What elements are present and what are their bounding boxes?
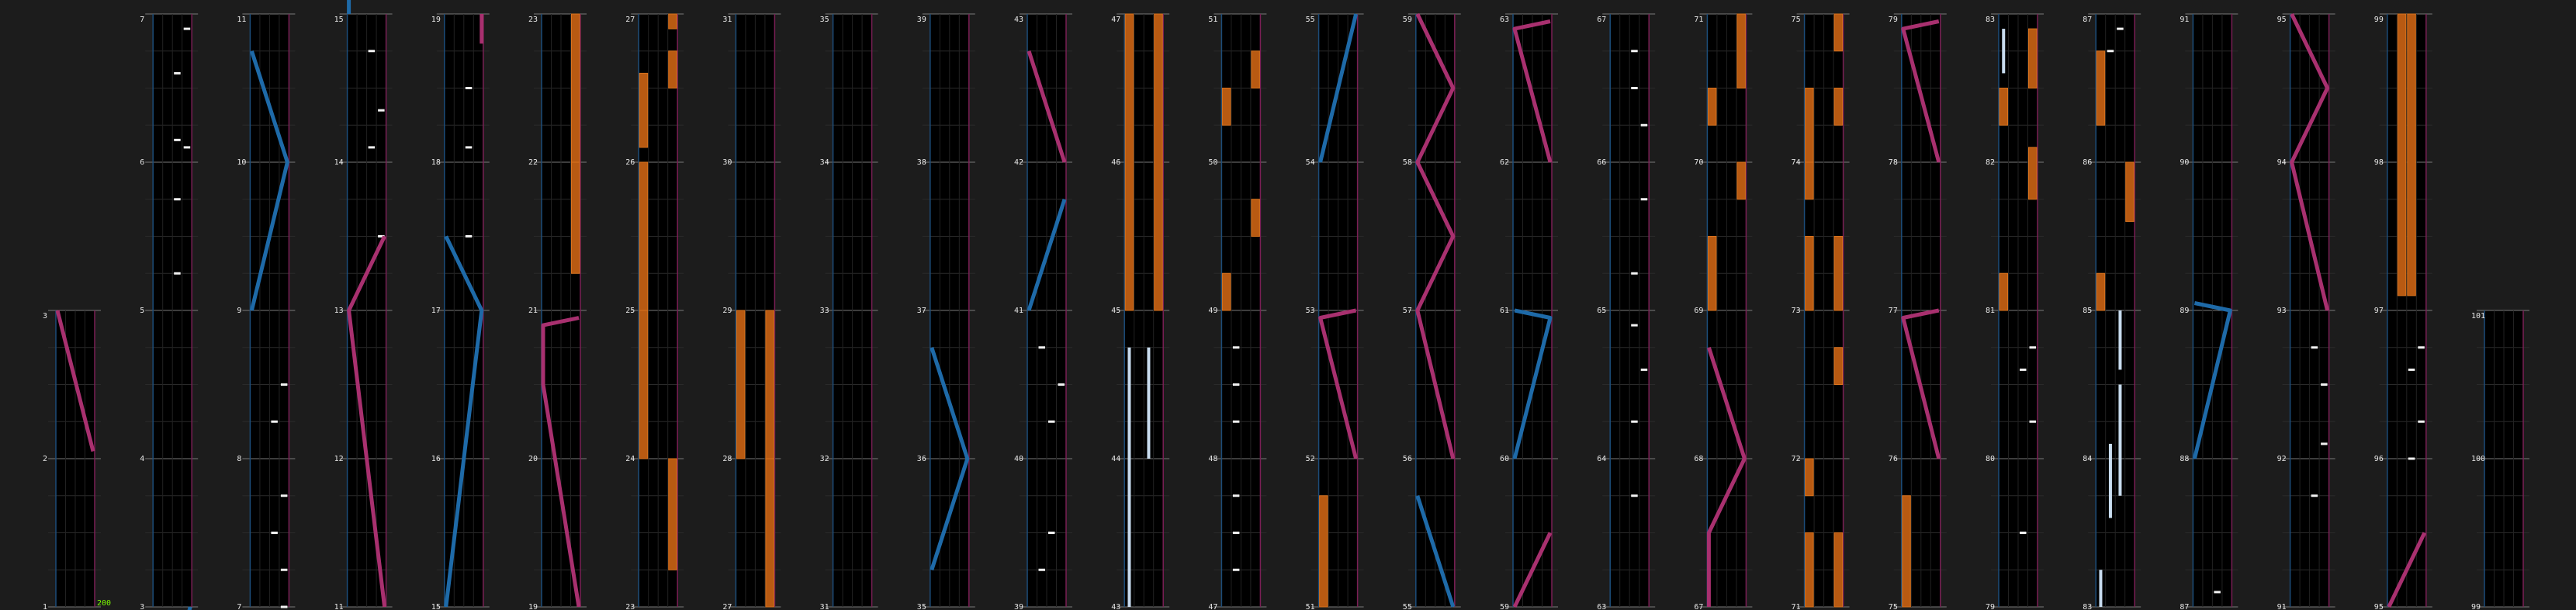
hold-note [669, 51, 677, 88]
hold-note [639, 73, 648, 147]
chip-note [281, 383, 288, 386]
measure-number: 52 [1305, 455, 1315, 463]
hold-note [2398, 14, 2406, 296]
measure-number: 87 [2180, 603, 2190, 610]
measure-number: 19 [528, 603, 538, 610]
chip-note [174, 72, 181, 75]
measure-number: 39 [1014, 603, 1024, 610]
measure-number: 50 [1208, 158, 1218, 167]
chip-note [1233, 421, 1240, 423]
hold-note [1737, 162, 1746, 199]
chip-note [1233, 569, 1240, 571]
measure-number: 17 [431, 307, 441, 315]
measure-number: 22 [528, 158, 538, 167]
measure-number: 45 [1111, 307, 1121, 315]
hold-note [1834, 348, 1843, 385]
measure-number: 62 [1500, 158, 1510, 167]
chip-note [2311, 346, 2318, 348]
chip-note [1631, 50, 1638, 52]
fx-long-note [2118, 310, 2121, 369]
measure-number: 35 [819, 16, 829, 24]
measure-number: 59 [1402, 16, 1412, 24]
measure-number: 46 [1111, 158, 1121, 167]
chip-note [378, 109, 385, 112]
measure-number: 51 [1208, 16, 1218, 24]
hold-note [2408, 14, 2416, 296]
fx-long-note [2118, 385, 2121, 496]
chip-note [1631, 494, 1638, 497]
chip-note [174, 139, 181, 141]
chip-note [174, 198, 181, 200]
hold-note [2096, 273, 2105, 310]
hold-note [639, 310, 648, 459]
chip-note [271, 421, 278, 423]
measure-number: 76 [1888, 455, 1898, 463]
measure-number: 90 [2180, 158, 2190, 167]
hold-note [766, 310, 774, 459]
measure-number: 47 [1208, 603, 1218, 610]
chip-note [2020, 532, 2027, 534]
fx-long-note [1127, 348, 1130, 607]
hold-note [736, 310, 745, 459]
chip-note [466, 146, 473, 148]
measure-number: 83 [1986, 16, 1996, 24]
chip-note [281, 494, 288, 497]
chip-note [1048, 532, 1055, 534]
measure-number: 40 [1014, 455, 1024, 463]
chip-note [2321, 442, 2328, 445]
hold-note [1806, 88, 1814, 163]
measure-number: 23 [625, 603, 635, 610]
measure-number: 68 [1694, 455, 1704, 463]
measure-number: 77 [1888, 307, 1898, 315]
chip-note [281, 606, 288, 608]
measure-number: 47 [1111, 16, 1121, 24]
chip-note [369, 50, 376, 52]
measure-number: 55 [1305, 16, 1315, 24]
measure-number: 88 [2180, 455, 2190, 463]
measure-number: 95 [2277, 16, 2287, 24]
chip-note [1039, 569, 1046, 571]
chip-note [271, 532, 278, 534]
measure-number: 85 [2083, 307, 2093, 315]
chip-note [1233, 346, 1240, 348]
bpm-label: 200 [97, 599, 112, 608]
chip-note [1233, 383, 1240, 386]
chip-note [1048, 421, 1055, 423]
measure-number: 7 [140, 16, 145, 24]
measure-number: 4 [140, 455, 145, 463]
measure-number: 29 [722, 307, 732, 315]
hold-note [1903, 496, 1911, 607]
measure-number: 75 [1888, 603, 1898, 610]
measure-number: 41 [1014, 307, 1024, 315]
measure-number: 56 [1402, 455, 1412, 463]
measure-number: 69 [1694, 307, 1704, 315]
measure-number: 54 [1305, 158, 1315, 167]
measure-number: 59 [1500, 603, 1510, 610]
measure-number: 10 [237, 158, 247, 167]
measure-number: 34 [819, 158, 829, 167]
hold-note [669, 14, 677, 29]
chip-note [2107, 50, 2114, 52]
chip-note [2418, 421, 2425, 423]
measure-number: 89 [2180, 307, 2190, 315]
measure-number: 20 [528, 455, 538, 463]
measure-number: 3 [140, 603, 145, 610]
measure-number: 51 [1305, 603, 1315, 610]
chip-note [2321, 383, 2328, 386]
chip-note [1233, 532, 1240, 534]
measure-number: 15 [431, 603, 441, 610]
grid-layer [48, 14, 2529, 607]
measure-number: 98 [2373, 158, 2384, 167]
measure-number: 79 [1888, 16, 1898, 24]
measure-number: 13 [334, 307, 344, 315]
measure-number: 26 [625, 158, 635, 167]
fx-long-note [1147, 348, 1150, 459]
measure-number: 21 [528, 307, 538, 315]
measure-number: 79 [1986, 603, 1996, 610]
hold-note [639, 162, 648, 310]
measure-number: 33 [819, 307, 829, 315]
measure-number: 72 [1791, 455, 1801, 463]
measure-number: 80 [1986, 455, 1996, 463]
chip-note [2030, 346, 2037, 348]
measure-number: 48 [1208, 455, 1218, 463]
chip-note [1058, 383, 1065, 386]
chip-note [369, 146, 376, 148]
measure-number: 57 [1402, 307, 1412, 315]
hold-note [2096, 51, 2105, 126]
hold-note [1834, 533, 1843, 608]
measure-number: 71 [1694, 16, 1704, 24]
chip-note [2408, 458, 2415, 460]
chip-note [1631, 421, 1638, 423]
measure-number: 44 [1111, 455, 1121, 463]
hold-note [1222, 88, 1231, 126]
measure-number: 5 [140, 307, 145, 315]
measure-number: 94 [2277, 158, 2287, 167]
measure-number: 82 [1986, 158, 1996, 167]
measure-number: 25 [625, 307, 635, 315]
measure-number: 64 [1597, 455, 1607, 463]
hold-note [1222, 273, 1231, 310]
measure-number: 37 [916, 307, 926, 315]
measure-number: 3 [43, 312, 48, 321]
measure-number: 23 [528, 16, 538, 24]
measure-number: 60 [1500, 455, 1510, 463]
measure-number: 11 [237, 16, 247, 24]
measure-number: 71 [1791, 603, 1801, 610]
measure-number: 16 [431, 455, 441, 463]
hold-note [1806, 533, 1814, 608]
chip-note [1631, 87, 1638, 89]
measure-number: 99 [2471, 603, 2481, 610]
chip-note [2020, 369, 2027, 371]
measure-number: 35 [916, 603, 926, 610]
measure-number: 97 [2373, 307, 2384, 315]
measure-number: 30 [722, 158, 732, 167]
hold-note [1252, 199, 1260, 237]
measure-number: 11 [334, 603, 344, 610]
measure-number: 66 [1597, 158, 1607, 167]
hold-note [1155, 14, 1163, 310]
measure-number: 14 [334, 158, 344, 167]
measure-number: 78 [1888, 158, 1898, 167]
measure-number: 92 [2277, 455, 2287, 463]
hold-note [669, 459, 677, 570]
hold-note [1806, 237, 1814, 311]
measure-number: 15 [334, 16, 344, 24]
measure-number: 7 [237, 603, 242, 610]
measure-number: 65 [1597, 307, 1607, 315]
measure-number: 2 [43, 455, 48, 463]
measure-number: 63 [1500, 16, 1510, 24]
fx-long-note [2002, 29, 2005, 73]
measure-number: 27 [625, 16, 635, 24]
measure-number: 74 [1791, 158, 1801, 167]
measure-number: 1 [43, 603, 48, 610]
measure-number: 12 [334, 455, 344, 463]
hold-note [2000, 273, 2008, 310]
chip-note [466, 87, 473, 89]
hold-note [1125, 14, 1134, 310]
measure-number: 100 [2471, 455, 2486, 463]
hold-note [766, 459, 774, 607]
measure-number: 31 [819, 603, 829, 610]
chip-note [281, 569, 288, 571]
chip-note [1233, 494, 1240, 497]
measure-number: 27 [722, 603, 732, 610]
hold-note [572, 162, 580, 273]
measure-number: 95 [2373, 603, 2384, 610]
measure-number: 81 [1986, 307, 1996, 315]
measure-number: 24 [625, 455, 635, 463]
hold-note [2029, 147, 2038, 199]
measure-number: 63 [1597, 603, 1607, 610]
measure-number: 43 [1111, 603, 1121, 610]
chip-note [466, 235, 473, 237]
measure-number: 49 [1208, 307, 1218, 315]
measure-number: 67 [1694, 603, 1704, 610]
hold-note [1834, 88, 1843, 126]
measure-number: 9 [237, 307, 242, 315]
measure-number: 70 [1694, 158, 1704, 167]
hold-note [1708, 237, 1716, 311]
chip-note [1039, 346, 1046, 348]
measure-number: 87 [2083, 16, 2093, 24]
chip-note [1631, 324, 1638, 327]
chip-note [2214, 591, 2221, 593]
measure-number: 18 [431, 158, 441, 167]
hold-note [1806, 459, 1814, 496]
fx-long-note [2099, 570, 2102, 607]
measure-number: 67 [1597, 16, 1607, 24]
measure-number: 101 [2471, 312, 2486, 321]
chip-note [184, 146, 191, 148]
hold-note [1806, 162, 1814, 199]
chip-note [2117, 28, 2124, 30]
chip-note [1631, 272, 1638, 275]
hold-note [2029, 29, 2038, 88]
hold-note [1320, 496, 1328, 607]
measure-number: 19 [431, 16, 441, 24]
measure-number: 99 [2373, 16, 2384, 24]
measure-number: 43 [1014, 16, 1024, 24]
measure-number: 55 [1402, 603, 1412, 610]
measure-number: 91 [2180, 16, 2190, 24]
hold-note [2126, 162, 2135, 221]
laser-left [154, 607, 190, 610]
measure-number: 8 [237, 455, 242, 463]
measure-number: 6 [140, 158, 145, 167]
measure-number: 96 [2373, 455, 2384, 463]
chip-note [1641, 198, 1648, 200]
measure-number: 93 [2277, 307, 2287, 315]
measure-number: 84 [2083, 455, 2093, 463]
hold-note [1708, 88, 1716, 126]
measure-number: 31 [722, 16, 732, 24]
chip-note [2418, 346, 2425, 348]
hold-note [1834, 14, 1843, 51]
hold-note [1834, 237, 1843, 311]
fx-long-note [2109, 444, 2112, 518]
measure-number: 61 [1500, 307, 1510, 315]
chip-note [2030, 421, 2037, 423]
hold-note [1252, 51, 1260, 88]
measure-number: 53 [1305, 307, 1315, 315]
measure-number: 91 [2277, 603, 2287, 610]
hold-note [572, 14, 580, 162]
chip-note [1641, 124, 1648, 127]
chip-note [174, 272, 181, 275]
measure-number: 58 [1402, 158, 1412, 167]
measure-number: 39 [916, 16, 926, 24]
measure-number: 42 [1014, 158, 1024, 167]
chip-note [1641, 369, 1648, 371]
measure-number: 73 [1791, 307, 1801, 315]
chip-note [2311, 494, 2318, 497]
measure-number: 86 [2083, 158, 2093, 167]
measure-number: 36 [916, 455, 926, 463]
measure-number: 83 [2083, 603, 2093, 610]
measure-number: 28 [722, 455, 732, 463]
chip-note [184, 28, 191, 30]
measure-number: 32 [819, 455, 829, 463]
hold-note [1737, 14, 1746, 88]
hold-note [2000, 88, 2008, 126]
measure-number: 75 [1791, 16, 1801, 24]
chip-note [2408, 369, 2415, 371]
measure-number: 38 [916, 158, 926, 167]
note-layer [174, 28, 2425, 610]
